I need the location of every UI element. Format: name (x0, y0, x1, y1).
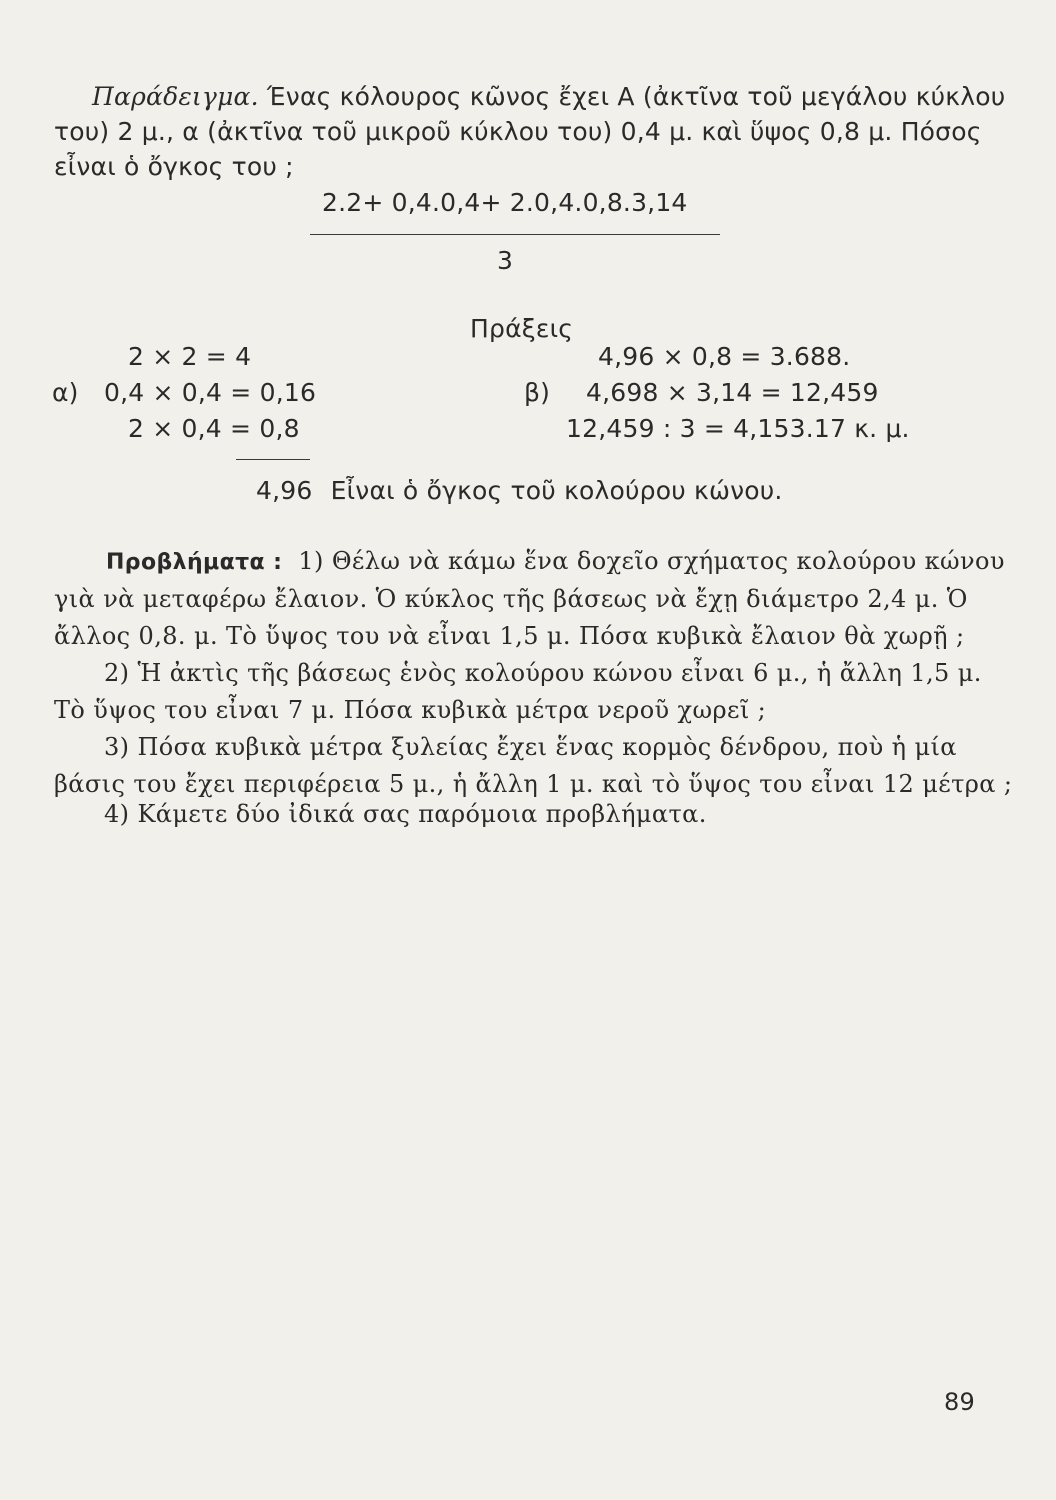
operations-title: Πράξεις (470, 314, 574, 343)
problem-line: γιὰ νὰ μεταφέρω ἔλαιον. Ὁ κύκλος τῆς βάσεως νὰ ἔχῃ διάμετρο 2,4 μ. Ὁ (54, 585, 968, 613)
alpha-sum-line (256, 476, 783, 505)
page-number: 89 (944, 1388, 975, 1416)
alpha-sum: 4,96 (256, 476, 313, 505)
beta-row: 4,698 × 3,14 = 12,459 (586, 378, 879, 407)
alpha-label: α) (52, 378, 79, 407)
formula-numerator: 2.2+ 0,4.0,4+ 2.0,4.0,8.3,14 (322, 188, 688, 217)
example-line-3: εἶναι ὁ ὄγκος του ; (54, 152, 294, 181)
problem-line: Τὸ ὕψος του εἶναι 7 μ. Πόσα κυβικὰ μέτρα νεροῦ χωρεῖ ; (54, 696, 767, 724)
alpha-sum-rule (236, 459, 310, 460)
alpha-row: 2 × 2 = 4 (128, 342, 252, 371)
formula-denominator: 3 (497, 246, 514, 275)
problem-line: 2) Ἡ ἀκτὶς τῆς βάσεως ἑνὸς κολούρου κώνου εἶναι 6 μ., ἡ ἄλλη 1,5 μ. (104, 659, 982, 687)
beta-row: 4,96 × 0,8 = 3.688. (598, 342, 851, 371)
problems-heading: Προβλήματα : (106, 550, 283, 575)
example-line-1-text: Ένας κόλουρος κῶνος ἔχει Α (ἀκτῖνα τοῦ μεγάλου κύκλου (266, 82, 1006, 111)
problem-1-text: 1) Θέλω νὰ κάμω ἕνα δοχεῖο σχήματος κολούρου κώνου (298, 547, 1005, 575)
example-line-1 (92, 82, 1005, 111)
fraction-bar (310, 234, 720, 235)
example-label: Παράδειγμα. (92, 82, 259, 111)
alpha-sum-text: Εἶναι ὁ ὄγκος τοῦ κολούρου κώνου. (330, 476, 783, 505)
alpha-row: 2 × 0,4 = 0,8 (128, 414, 300, 443)
problem-line: ἄλλος 0,8. μ. Τὸ ὕψος του νὰ εἶναι 1,5 μ. Πόσα κυβικὰ ἔλαιον θὰ χωρῇ ; (54, 622, 965, 650)
beta-row: 12,459 : 3 = 4,153.17 κ. μ. (566, 414, 910, 443)
beta-label: β) (524, 378, 551, 407)
problem-line-1 (106, 547, 1005, 575)
example-line-2: του) 2 μ., α (ἀκτῖνα τοῦ μικροῦ κύκλου του) 0,4 μ. καὶ ὕψος 0,8 μ. Πόσος (54, 117, 982, 146)
problem-line: 4) Κάμετε δύο ἰδικά σας παρόμοια προβλήματα. (104, 800, 707, 828)
problem-line: βάσις του ἔχει περιφέρεια 5 μ., ἡ ἄλλη 1 μ. καὶ τὸ ὕψος του εἶναι 12 μέτρα ; (54, 770, 1013, 798)
problem-line: 3) Πόσα κυβικὰ μέτρα ξυλείας ἔχει ἕνας κορμὸς δένδρου, ποὺ ἡ μία (104, 733, 957, 761)
alpha-row: 0,4 × 0,4 = 0,16 (104, 378, 317, 407)
